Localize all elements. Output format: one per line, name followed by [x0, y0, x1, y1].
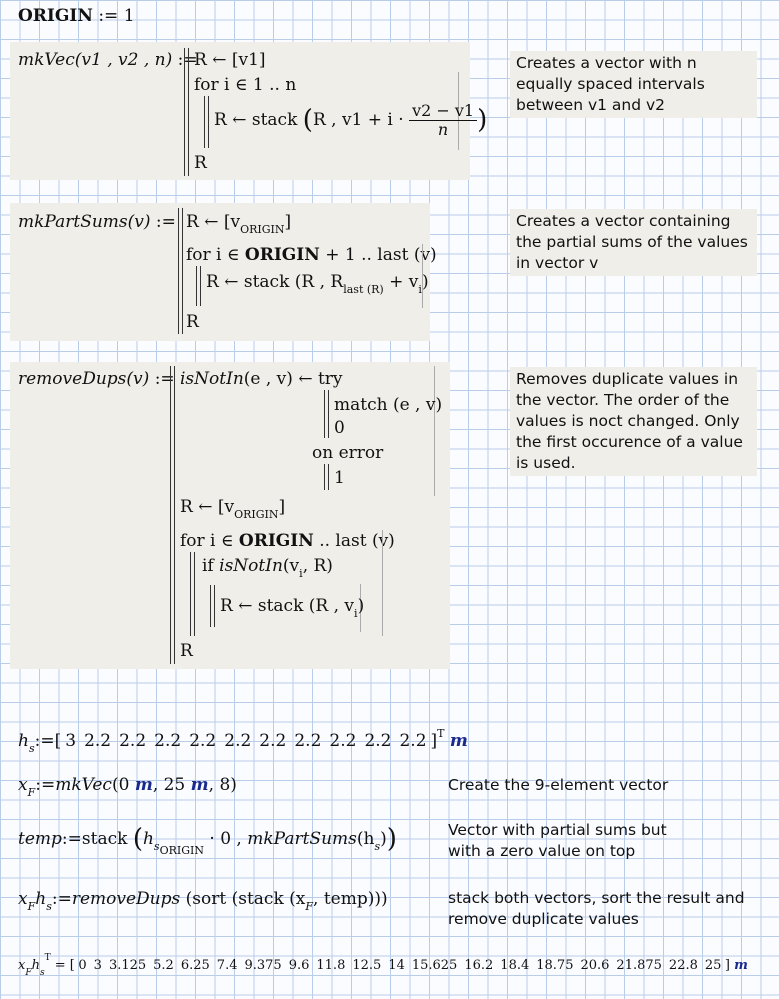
stack-post: ) [357, 596, 365, 616]
mkvec-note[interactable]: Creates a vector with n equally spaced intervals between v1 and v2 [510, 51, 757, 118]
program-bar [210, 585, 211, 627]
vector-element: 20.6 [580, 958, 610, 973]
temp-name: temp [18, 829, 62, 849]
vector-element: 25 [704, 958, 722, 973]
for-post: .. last (v) [319, 531, 395, 551]
vector-element: 2.2 [364, 731, 392, 751]
xfhs-definition[interactable] [18, 889, 388, 913]
temp-h-sub2: ORIGIN [159, 844, 204, 857]
program-bar [170, 366, 171, 664]
vector-element: 14 [388, 958, 405, 973]
mkpartsums-params: (v) [127, 212, 151, 232]
hs-values [61, 731, 430, 751]
line1-pre: R ← [v [186, 212, 241, 232]
program-bar [182, 208, 183, 334]
program-bar [382, 530, 383, 636]
line1-sub: ORIGIN [240, 223, 285, 236]
match-line: match (e , v) [334, 395, 443, 415]
if-args-pre: (v [282, 556, 300, 576]
removedups-signature [18, 369, 175, 389]
mkpartsums-return: R [186, 312, 199, 332]
vector-element: 0 [78, 958, 87, 973]
assign-operator: := [155, 212, 176, 232]
vector-element: 2.2 [294, 731, 322, 751]
body-sub2: i [418, 283, 422, 296]
xf-args-pre: (0 [111, 775, 130, 795]
isnotin-line [180, 369, 343, 389]
mkvec-body-stack: R ← stack [214, 110, 298, 130]
stack-sub: i [354, 607, 358, 620]
result-sub-s: s [39, 968, 45, 978]
mkvec-name: mkVec [18, 50, 75, 70]
zero-line: 0 [334, 418, 345, 438]
removedups-stack [220, 596, 365, 620]
for-pre: for i ∈ [186, 245, 240, 265]
origin-name: ORIGIN [18, 6, 93, 26]
assign-operator: := [51, 889, 72, 909]
assign-operator: := [177, 50, 198, 70]
temp-fn-args-sub: s [374, 840, 381, 853]
transpose-mark: T [44, 953, 51, 963]
for-post: + 1 .. last (v) [325, 245, 437, 265]
paren: ) [477, 105, 488, 135]
mkvec-line1: R ← [v1] [194, 50, 266, 70]
line-r-sub: ORIGIN [234, 508, 279, 521]
assign-operator: := [98, 6, 119, 26]
vector-element: 6.25 [180, 958, 210, 973]
paren: ( [132, 824, 143, 854]
vector-element: 16.2 [464, 958, 494, 973]
mkvec-body [214, 102, 487, 139]
bracket-close: ] [724, 958, 730, 973]
vector-element: 3 [65, 731, 77, 751]
program-bar [208, 96, 209, 148]
temp-h-sub: s [153, 840, 160, 853]
program-bar [188, 48, 189, 176]
body-pre: R ← stack (R , R [206, 272, 344, 292]
assign-operator: := [34, 731, 55, 751]
temp-h: h [142, 829, 154, 849]
program-bar [194, 552, 195, 636]
removedups-name: removeDups [18, 369, 127, 389]
program-bar [184, 48, 185, 176]
result-sub-f: F [25, 968, 32, 978]
bracket-close: ] [430, 731, 438, 751]
mkvec-body-args: R , v1 + i · [312, 110, 404, 130]
xf-args-post: , 8) [208, 775, 237, 795]
hs-definition[interactable] [18, 727, 468, 755]
fraction-numerator: v2 − v1 [409, 102, 477, 121]
mkvec-params: (v1 , v2 , n) [74, 50, 173, 70]
line-r-post: ] [278, 497, 286, 517]
vector-element: 7.4 [216, 958, 238, 973]
mkpartsums-name: mkPartSums [18, 212, 128, 232]
assign-operator: := [61, 829, 82, 849]
stack-pre: R ← stack (R , v [220, 596, 355, 616]
vector-element: 2.2 [189, 731, 217, 751]
program-bar [200, 266, 201, 306]
vector-element: 22.8 [668, 958, 698, 973]
origin-value: 1 [123, 6, 135, 26]
xf-mid: , 25 [152, 775, 186, 795]
vector-element: 2.2 [119, 731, 147, 751]
assign-operator: := [154, 369, 175, 389]
xfhs-body: (sort (stack (x [185, 889, 306, 909]
bracket-open: [ [69, 958, 75, 973]
program-bar [324, 390, 325, 438]
assign-operator: := [35, 775, 56, 795]
vector-element: 2.2 [224, 731, 252, 751]
mkpartsums-line1 [186, 212, 292, 236]
transpose-mark: T [437, 727, 445, 740]
line-r-pre: R ← [v [180, 497, 235, 517]
program-bar [434, 366, 435, 496]
vector-element: 2.2 [154, 731, 182, 751]
vector-element: 3.125 [108, 958, 147, 973]
program-bar [174, 366, 175, 664]
mkvec-fraction [409, 102, 477, 139]
vector-element: 12.5 [352, 958, 382, 973]
program-bar [178, 208, 179, 334]
for-origin: ORIGIN [238, 531, 314, 551]
xfhs-sub-f: F [27, 900, 36, 913]
hs-name: h [18, 731, 29, 751]
removedups-return: R [180, 641, 193, 661]
if-args-sub: i [299, 567, 303, 580]
temp-comment[interactable] [448, 820, 667, 862]
body-post: ) [421, 272, 429, 292]
program-bar [204, 96, 205, 148]
for-pre: for i ∈ [180, 531, 234, 551]
xf-fn: mkVec [55, 775, 112, 795]
removedups-params: (v) [126, 369, 150, 389]
temp-definition[interactable] [18, 823, 397, 857]
vector-element: 2.2 [329, 731, 357, 751]
removedups-note[interactable]: Removes duplicate values in the vector. The order of the values is noct changed. Only the first occurence of a value is used. [510, 367, 757, 476]
mkvec-signature [18, 50, 198, 70]
mkpartsums-note[interactable]: Creates a vector containing the partial sums of the values in vector v [510, 209, 757, 276]
body-sub: last (R) [343, 283, 384, 296]
program-bar [196, 266, 197, 306]
temp-mult: · 0 , [209, 829, 242, 849]
unit-m: m [734, 958, 748, 973]
xfhs-comment[interactable] [448, 888, 745, 930]
vector-element: 3 [93, 958, 102, 973]
comment-line: remove duplicate values [448, 910, 639, 928]
mkvec-for: for i ∈ 1 .. n [194, 75, 297, 95]
xfhs-x: x [18, 889, 28, 909]
result-h: h [31, 958, 40, 973]
xf-name: x [18, 775, 28, 795]
program-bar [328, 390, 329, 438]
equals-operator: = [54, 958, 66, 973]
vector-element: 5.2 [153, 958, 174, 973]
paren: ( [302, 105, 313, 135]
result-values [75, 958, 725, 973]
vector-element: 9.6 [288, 958, 310, 973]
if-args-post: , R) [302, 556, 333, 576]
removedups-for [180, 531, 395, 551]
origin-definition[interactable] [18, 6, 135, 26]
program-bar [324, 464, 325, 490]
body-mid: + v [389, 272, 419, 292]
xf-definition[interactable] [18, 775, 237, 799]
xfhs-fn: removeDups [71, 889, 181, 909]
vector-element: 2.2 [399, 731, 427, 751]
for-origin: ORIGIN [244, 245, 320, 265]
vector-element: 9.375 [244, 958, 282, 973]
comment-line: stack both vectors, sort the result and [448, 889, 745, 907]
result-x: x [18, 958, 26, 973]
isnotin-params: (e , v) ← try [243, 369, 343, 389]
vector-element: 11.8 [316, 958, 346, 973]
mkpartsums-body [206, 272, 429, 296]
vector-element: 21.875 [616, 958, 662, 973]
xf-sub: F [27, 786, 36, 799]
on-error-line: on error [312, 443, 384, 463]
vector-element: 18.4 [500, 958, 530, 973]
unit-m: m [134, 775, 153, 795]
temp-fn-args-post: ) [380, 829, 387, 849]
xfhs-body-post: , temp))) [313, 889, 388, 909]
fraction-denominator: n [437, 120, 449, 139]
vector-element: 15.625 [411, 958, 458, 973]
line1-post: ] [284, 212, 292, 232]
isnotin-name: isNotIn [180, 369, 244, 389]
comment-line: with a zero value on top [448, 842, 636, 860]
program-bar [328, 464, 329, 490]
if-fn: isNotIn [219, 556, 283, 576]
unit-m: m [449, 731, 468, 751]
removedups-if [202, 556, 333, 580]
temp-fn: mkPartSums [247, 829, 357, 849]
hs-sub: s [28, 742, 35, 755]
xf-comment[interactable]: Create the 9-element vector [448, 776, 669, 794]
vector-element: 2.2 [84, 731, 112, 751]
result-evaluation[interactable] [18, 953, 748, 978]
program-bar [190, 552, 191, 636]
vector-element: 18.75 [536, 958, 574, 973]
xfhs-sub-s: s [46, 900, 52, 913]
mkpartsums-for [186, 245, 437, 265]
removedups-line-r [180, 497, 286, 521]
if-pre: if [202, 556, 214, 576]
vector-element: 2.2 [259, 731, 287, 751]
xfhs-h: h [35, 889, 47, 909]
one-line: 1 [334, 468, 345, 488]
xfhs-body-sub: F [305, 900, 314, 913]
program-bar [214, 585, 215, 627]
mkpartsums-signature [18, 212, 176, 232]
bracket-open: [ [54, 731, 62, 751]
temp-stack: stack [81, 829, 128, 849]
temp-fn-args-pre: (h [356, 829, 375, 849]
paren: ) [386, 824, 397, 854]
mkvec-return: R [194, 153, 207, 173]
unit-m: m [190, 775, 209, 795]
comment-line: Vector with partial sums but [448, 821, 667, 839]
